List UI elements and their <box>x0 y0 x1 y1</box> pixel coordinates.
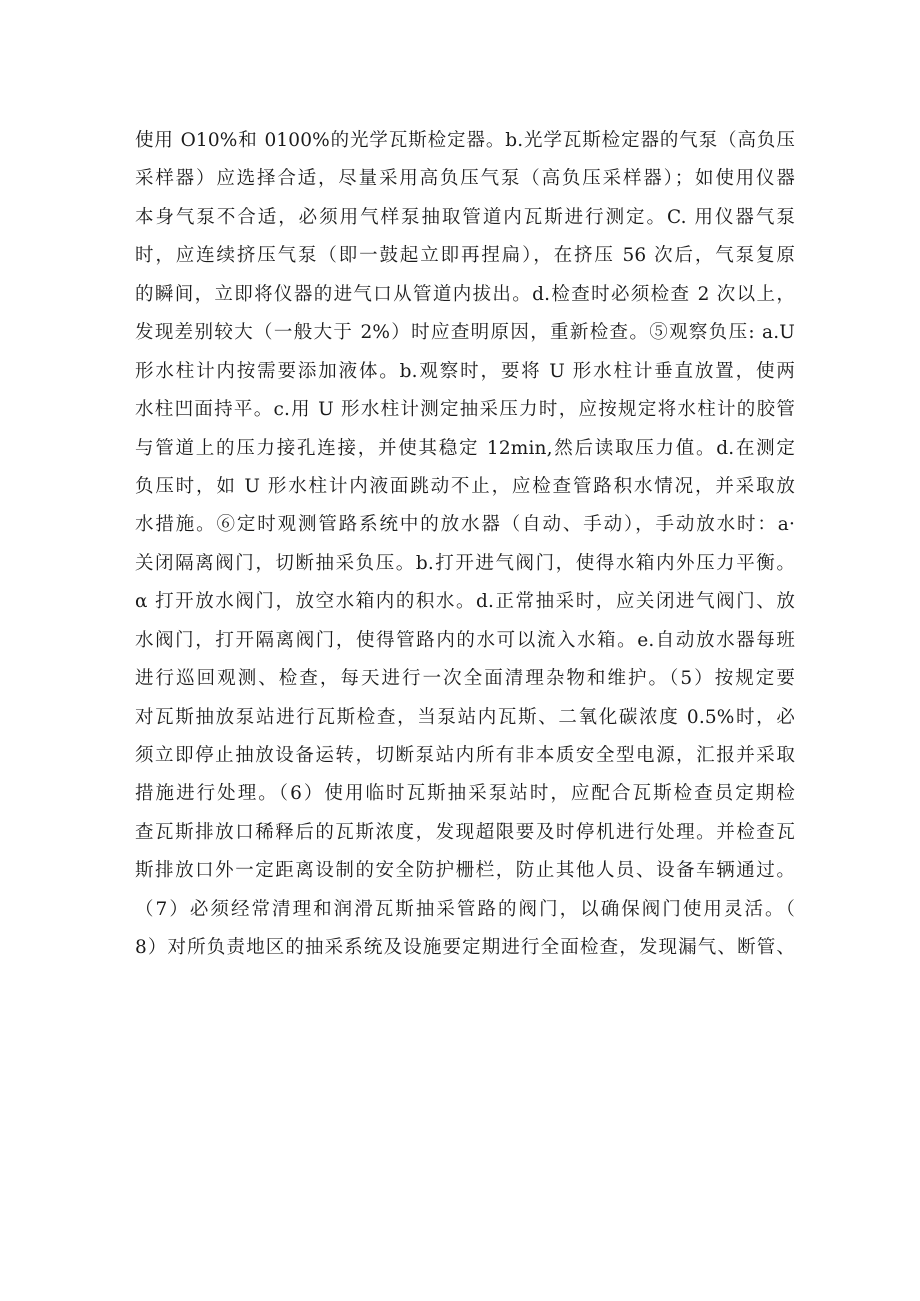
text-line: （7）必须经常清理和润滑瓦斯抽采管路的阀门，以确保阀门使用灵活。（ <box>135 898 795 920</box>
text-line: 斯排放口外一定距离设制的安全防护栅栏，防止其他人员、设备车辆通过。 <box>135 860 795 882</box>
text-line: 水措施。⑥定时观测管路系统中的放水器（自动、手动），手动放水时：a· <box>135 514 795 536</box>
text-line: 水阀门，打开隔离阀门，使得管路内的水可以流入水箱。e.自动放水器每班 <box>135 629 795 651</box>
text-line: 与管道上的压力接孔连接，并使其稳定 12min,然后读取压力值。d.在测定 <box>135 437 795 459</box>
text-line: 措施进行处理。（6）使用临时瓦斯抽采泵站时，应配合瓦斯检查员定期检 <box>135 783 795 805</box>
text-line: 的瞬间，立即将仪器的进气口从管道内拔出。d.检查时必须检查 2 次以上， <box>135 283 795 305</box>
text-line: 采样器）应选择合适，尽量采用高负压气泵（高负压采样器）；如使用仪器 <box>135 168 795 190</box>
text-line: 时，应连续挤压气泵（即一鼓起立即再捏扁），在挤压 56 次后，气泵复原 <box>135 245 795 267</box>
text-line: 使用 O10%和 0100%的光学瓦斯检定器。b.光学瓦斯检定器的气泵（高负压 <box>135 130 795 151</box>
text-line: 负压时，如 U 形水柱计内液面跳动不止，应检查管路积水情况，并采取放 <box>135 475 795 497</box>
text-line: 8）对所负责地区的抽采系统及设施要定期进行全面检查，发现漏气、断管、 <box>135 937 795 959</box>
text-line: 发现差别较大（一般大于 2%）时应查明原因，重新检查。⑤观察负压: a.U <box>135 322 795 344</box>
text-line: 须立即停止抽放设备运转，切断泵站内所有非本质安全型电源，汇报并采取 <box>135 745 795 766</box>
text-line: 关闭隔离阀门，切断抽采负压。b.打开进气阀门，使得水箱内外压力平衡。 <box>135 552 795 574</box>
text-line: 水柱凹面持平。c.用 U 形水柱计测定抽采压力时，应按规定将水柱计的胶管 <box>135 399 795 421</box>
text-line: 对瓦斯抽放泵站进行瓦斯检查，当泵站内瓦斯、二氧化碳浓度 0.5%时，必 <box>135 706 795 728</box>
text-line: 进行巡回观测、检查，每天进行一次全面清理杂物和维护。（5）按规定要 <box>135 668 795 690</box>
text-line: α 打开放水阀门，放空水箱内的积水。d.正常抽采时，应关闭进气阀门、放 <box>135 591 795 613</box>
body-paragraph <box>135 122 795 968</box>
text-line: 查瓦斯排放口稀释后的瓦斯浓度，发现超限要及时停机进行处理。并检查瓦 <box>135 821 795 843</box>
text-line: 本身气泵不合适，必须用气样泵抽取管道内瓦斯进行测定。C. 用仪器气泵 <box>135 206 795 228</box>
text-line: 形水柱计内按需要添加液体。b.观察时，要将 U 形水柱计垂直放置，使两 <box>135 360 795 382</box>
